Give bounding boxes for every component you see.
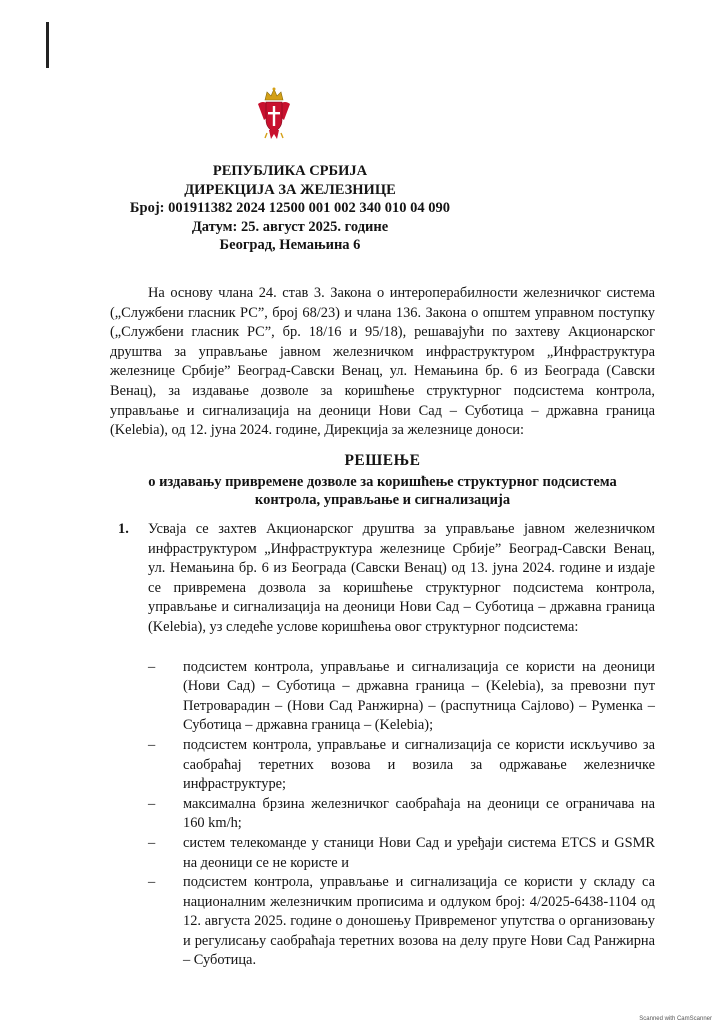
- item-number: 1.: [118, 521, 129, 537]
- decision-item-1: [118, 520, 655, 971]
- condition-item: – подсистем контрола, управљање и сигнализација се користи у складу са националним железничким прописима и одлуком број: 4/2025-6438-1104 од 12. августа 2025. године о доношењу Привременог упутства о организовању и регулисању саобраћаја теретних возова на делу пруге Нови Сад Ранжирна – Суботица.: [148, 874, 655, 969]
- decision-subtitle-line2: контрола, управљање и сигнализација: [254, 492, 511, 508]
- header-agency: ДИРЕКЦИЈА ЗА ЖЕЛЕЗНИЦЕ: [184, 181, 396, 198]
- header-date: Датум: 25. август 2025. године: [191, 218, 389, 235]
- decision-title: РЕШЕЊЕ: [344, 452, 421, 469]
- coat-of-arms-serbia-icon: [256, 86, 292, 144]
- dash-bullet: –: [148, 736, 156, 753]
- conditions-list: [148, 658, 655, 972]
- condition-item: – систем телекоманде у станици Нови Сад и уређаји система ETCS и GSMR на деоници се не користе и: [148, 834, 655, 871]
- condition-item: – подсистем контрола, управљање и сигнализација се користи на деоници (Нови Сад) – Суботица – државна граница – (Kelebia), за превозни пут Петроварадин – (Нови Сад Ранжирна) – (распутница Сајлово) – Руменка – Суботица – државна граница – (Kelebia);: [148, 658, 655, 734]
- condition-item: – максимална брзина железничког саобраћаја на деоници се ограничава на 160 km/h;: [148, 795, 655, 832]
- item-text: Усваја се захтев Акционарског друштва за управљање јавном железничком инфраструктуром „Инфраструктура железнице Србије” Београд-Савски Венац, ул. Немањина бр. 6 из Београда (Савски Венац) од 13. јуна 2024. године и издаје се привремена дозвола за коришћење структурног подсистема контрола, управљање и сигнализација на деоници Нови Сад – Суботица – државна граница (Kelebia), уз следеће услове коришћења овог структурног подсистема:: [148, 521, 655, 635]
- decision-title-block: [110, 452, 655, 510]
- dash-bullet: –: [148, 874, 156, 891]
- preamble: [110, 284, 655, 441]
- scanner-watermark: Scanned with CamScanner: [639, 1016, 712, 1022]
- decision-subtitle-line1: о издавању привремене дозволе за коришћење структурног подсистема: [148, 473, 617, 490]
- dash-bullet: –: [148, 834, 156, 851]
- header-number: Број: 001911382 2024 12500 001 002 340 010 04 090: [129, 200, 451, 216]
- document-header: [100, 162, 480, 255]
- header-country: РЕПУБЛИКА СРБИЈА: [212, 163, 368, 179]
- dash-bullet: –: [148, 658, 156, 675]
- dash-bullet: –: [148, 795, 156, 812]
- condition-item: – подсистем контрола, управљање и сигнализација се користи искључиво за саобраћај теретних возова и возила за одржавање железничке инфраструктуре;: [148, 736, 655, 793]
- preamble-text: На основу члана 24. став 3. Закона о интероперабилности железничког система („Службени гласник РС”, број 68/23) и члана 136. Закона о општем управном поступку („Службени гласник РС”, бр. 18/16 и 95/18), решавајући по захтеву Акционарског друштва за управљање јавном железничком инфраструктуром „Инфраструктура железнице Србије” Београд-Савски Венац, ул. Немањина бр. 6 из Београда (Савски Венац), за издавање дозволе за коришћење структурног подсистема контрола, управљање и сигнализација на деоници Нови Сад – Суботица – државна граница (Kelebia), од 12. јуна 2024. године, Дирекција за железнице доноси:: [110, 285, 655, 439]
- header-address: Београд, Немањина 6: [219, 237, 361, 253]
- margin-mark: [46, 22, 49, 68]
